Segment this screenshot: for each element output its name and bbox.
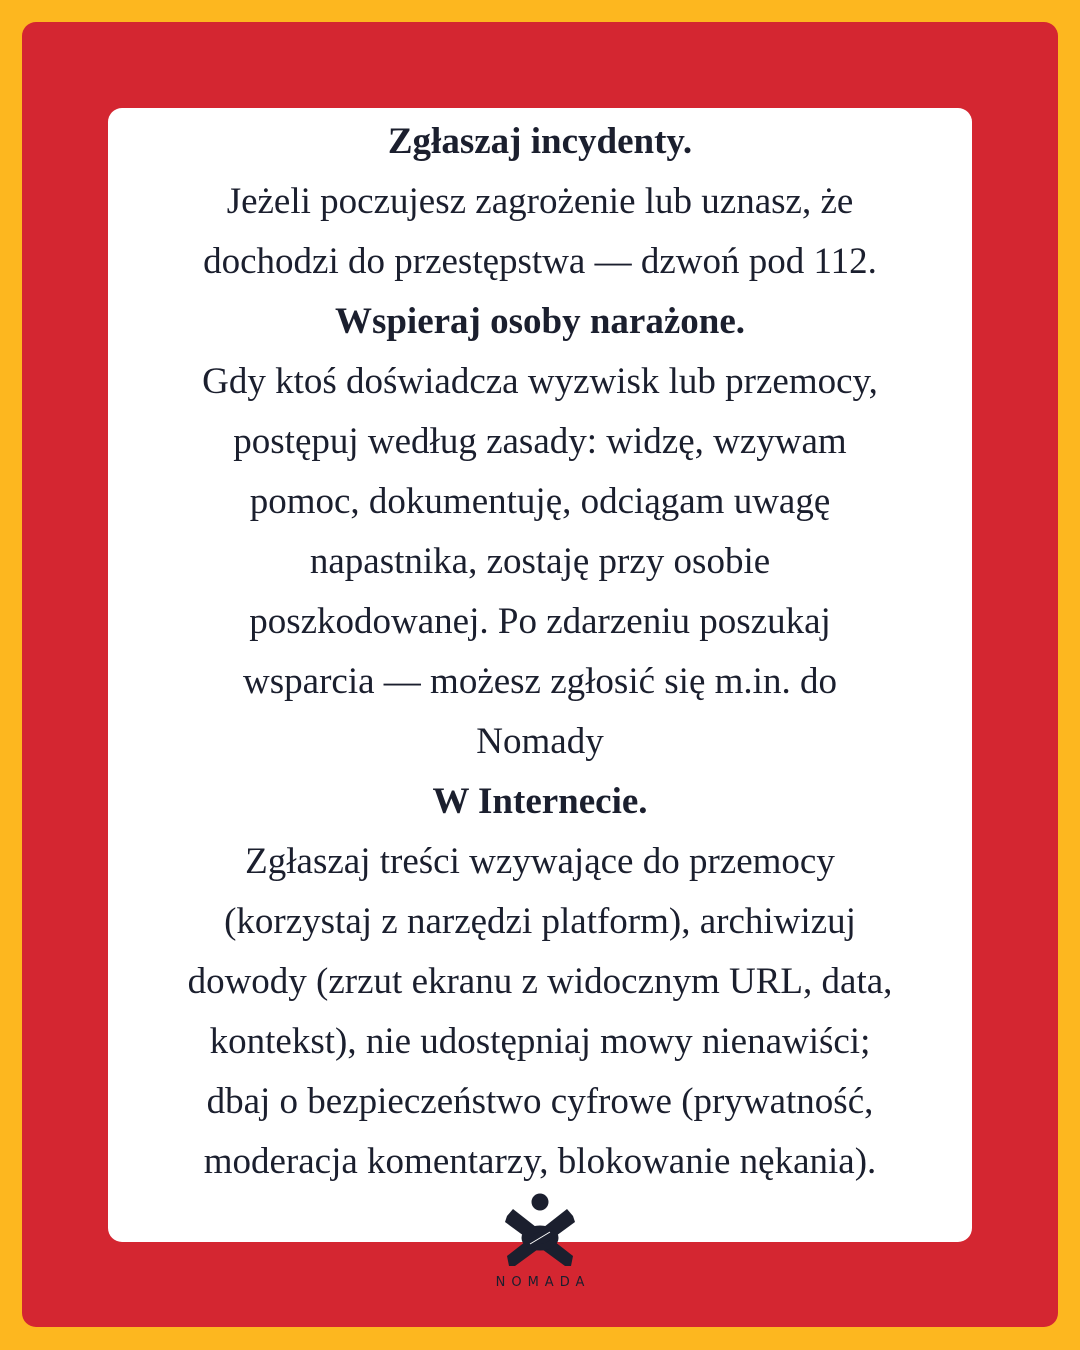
- body-line: dbaj o bezpieczeństwo cyfrowe (prywatność,: [206, 1081, 874, 1122]
- body-line: dowody (zrzut ekranu z widocznym URL, data,: [187, 961, 893, 1002]
- body-line: kontekst), nie udostępniaj mowy nienawiści;: [209, 1021, 871, 1062]
- body-line: postępuj według zasady: widzę, wzywam: [233, 421, 847, 462]
- body-line: napastnika, zostaję przy osobie: [309, 541, 771, 582]
- body-line: pomoc, dokumentuję, odciągam uwagę: [249, 481, 831, 522]
- body-line: Nomady: [476, 721, 604, 762]
- body-line: poszkodowanej. Po zdarzeniu poszukaj: [249, 601, 831, 642]
- section-heading-incidents: Zgłaszaj incydenty.: [387, 121, 693, 162]
- body-line: (korzystaj z narzędzi platform), archiwizuj: [224, 901, 856, 942]
- body-line: Jeżeli poczujesz zagrożenie lub uznasz, że: [226, 181, 854, 222]
- logo-wordmark: NOMADA: [495, 1275, 591, 1290]
- section-heading-internet: W Internecie.: [432, 781, 648, 822]
- body-line: Gdy ktoś doświadcza wyzwisk lub przemocy,: [202, 361, 878, 402]
- logo-head: [532, 1194, 549, 1211]
- body-line: Zgłaszaj treści wzywające do przemocy: [245, 841, 835, 882]
- section-heading-support: Wspieraj osoby narażone.: [334, 301, 746, 342]
- content-text: [108, 112, 972, 1192]
- body-line: moderacja komentarzy, blokowanie nękania).: [203, 1141, 877, 1182]
- body-line: dochodzi do przestępstwa — dzwoń pod 112.: [203, 241, 877, 282]
- body-line: wsparcia — możesz zgłosić się m.in. do: [243, 661, 837, 702]
